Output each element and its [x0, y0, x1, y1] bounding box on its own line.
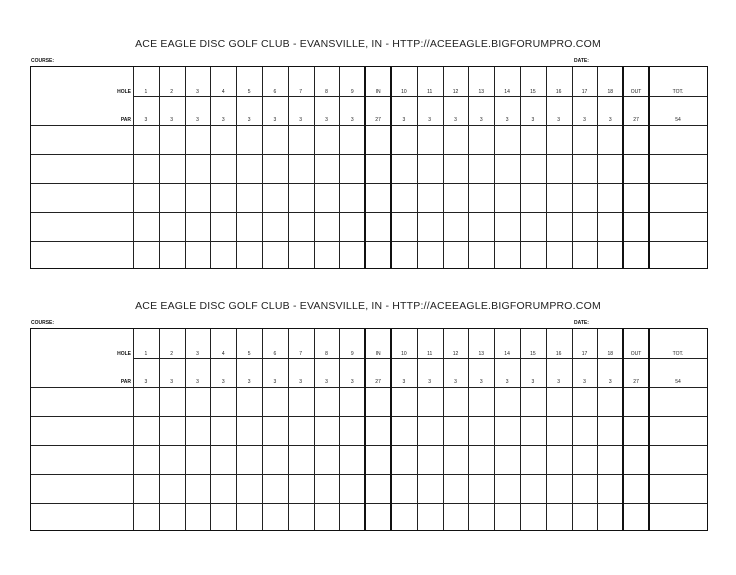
- divider: [314, 67, 315, 268]
- in-column-box: [364, 329, 392, 530]
- in-header: IN: [375, 89, 381, 95]
- divider: [133, 67, 134, 268]
- divider: [520, 67, 521, 268]
- hole-14-header: 14: [504, 89, 510, 95]
- card-title: ACE EAGLE DISC GOLF CLUB - EVANSVILLE, IN - HTTP://ACEEAGLE.BIGFORUMPRO.COM: [135, 300, 601, 312]
- hole-4-header: 4: [221, 89, 225, 95]
- hole-7-header: 7: [299, 89, 303, 95]
- hole-2-par: 3: [170, 379, 174, 385]
- hole-17-par: 3: [583, 379, 586, 385]
- hole-13-header: 13: [478, 351, 485, 357]
- hole-13-par: 3: [479, 379, 483, 385]
- hole-1-par: 3: [144, 117, 148, 123]
- score-grid: [30, 328, 708, 531]
- divider: [236, 329, 237, 530]
- divider: [133, 329, 134, 530]
- tot-par: 54: [675, 117, 681, 123]
- divider: [468, 329, 469, 530]
- hole-16-header: 16: [555, 89, 562, 95]
- hole-8-header: 8: [325, 351, 328, 357]
- hole-3-header: 3: [196, 89, 199, 95]
- hole-12-par: 3: [454, 379, 457, 385]
- hole-9-par: 3: [350, 117, 354, 123]
- hole-9-header: 9: [350, 89, 354, 95]
- hole-10-header: 10: [401, 351, 407, 357]
- player-name-cell: [31, 387, 133, 416]
- hole-16-header: 16: [555, 351, 562, 357]
- divider: [262, 329, 263, 530]
- hole-7-par: 3: [299, 117, 303, 123]
- divider: [288, 329, 289, 530]
- hole-3-par: 3: [196, 117, 199, 123]
- hole-2-header: 2: [170, 351, 174, 357]
- course-label: COURSE:: [31, 320, 55, 326]
- scorecard-top: [0, 0, 736, 287]
- divider: [417, 67, 418, 268]
- hole-1-header: 1: [144, 89, 148, 95]
- hole-7-header: 7: [299, 351, 303, 357]
- divider: [185, 329, 186, 530]
- hole-4-par: 3: [221, 379, 225, 385]
- hole-11-par: 3: [428, 117, 432, 123]
- par-label: PAR: [120, 379, 131, 385]
- hole-5-par: 3: [247, 117, 251, 123]
- hole-12-header: 12: [452, 351, 459, 357]
- hole-5-par: 3: [247, 379, 251, 385]
- hole-10-par: 3: [402, 379, 406, 385]
- out-header: OUT: [630, 89, 642, 95]
- divider: [339, 329, 340, 530]
- hole-16-par: 3: [557, 379, 561, 385]
- divider: [597, 67, 598, 268]
- hole-label: HOLE: [117, 89, 131, 95]
- in-header: IN: [375, 351, 381, 357]
- player-name-cell: [31, 503, 133, 532]
- divider: [159, 329, 160, 530]
- tot-par: 54: [675, 379, 681, 385]
- divider: [314, 329, 315, 530]
- hole-11-header: 11: [427, 351, 433, 357]
- hole-6-par: 3: [273, 379, 277, 385]
- hole-15-par: 3: [531, 379, 535, 385]
- hole-14-par: 3: [505, 379, 509, 385]
- player-name-cell: [31, 125, 133, 154]
- divider: [597, 329, 598, 530]
- player-name-cell: [31, 416, 133, 445]
- hole-6-header: 6: [273, 89, 277, 95]
- tot-header: TOT.: [672, 89, 684, 95]
- hole-9-header: 9: [350, 351, 354, 357]
- divider: [159, 67, 160, 268]
- hole-6-header: 6: [273, 351, 277, 357]
- out-column-box: [622, 329, 650, 530]
- date-label: DATE:: [574, 58, 589, 64]
- hole-8-par: 3: [325, 117, 328, 123]
- divider: [262, 67, 263, 268]
- divider: [443, 329, 444, 530]
- hole-18-par: 3: [608, 117, 612, 123]
- hole-9-par: 3: [350, 379, 354, 385]
- divider: [288, 67, 289, 268]
- player-name-cell: [31, 474, 133, 503]
- hole-15-header: 15: [530, 89, 536, 95]
- player-name-cell: [31, 154, 133, 183]
- divider: [185, 67, 186, 268]
- hole-17-par: 3: [583, 117, 586, 123]
- divider: [417, 329, 418, 530]
- hole-3-par: 3: [196, 379, 199, 385]
- hole-15-par: 3: [531, 117, 535, 123]
- scorecard-bottom: [0, 262, 736, 549]
- tot-header: TOT.: [672, 351, 684, 357]
- divider: [210, 67, 211, 268]
- hole-4-par: 3: [221, 117, 225, 123]
- in-par: 27: [375, 117, 381, 123]
- player-name-cell: [31, 445, 133, 474]
- hole-12-header: 12: [452, 89, 459, 95]
- divider: [210, 329, 211, 530]
- out-column-box: [622, 67, 650, 268]
- hole-5-header: 5: [247, 89, 251, 95]
- hole-6-par: 3: [273, 117, 277, 123]
- hole-10-header: 10: [401, 89, 407, 95]
- divider: [546, 329, 547, 530]
- out-par: 27: [633, 379, 639, 385]
- divider: [520, 329, 521, 530]
- divider: [494, 67, 495, 268]
- hole-14-header: 14: [504, 351, 510, 357]
- divider: [546, 67, 547, 268]
- divider: [443, 67, 444, 268]
- hole-16-par: 3: [557, 117, 561, 123]
- divider: [468, 67, 469, 268]
- hole-18-par: 3: [608, 379, 612, 385]
- hole-5-header: 5: [247, 351, 251, 357]
- hole-2-par: 3: [170, 117, 174, 123]
- divider: [572, 329, 573, 530]
- hole-11-header: 11: [427, 89, 433, 95]
- course-label: COURSE:: [31, 58, 55, 64]
- player-name-cell: [31, 183, 133, 212]
- hole-2-header: 2: [170, 89, 174, 95]
- hole-8-par: 3: [325, 379, 328, 385]
- hole-14-par: 3: [505, 117, 509, 123]
- divider: [236, 67, 237, 268]
- score-grid: [30, 66, 708, 269]
- divider: [133, 358, 707, 359]
- hole-8-header: 8: [325, 89, 328, 95]
- divider: [494, 329, 495, 530]
- in-par: 27: [375, 379, 381, 385]
- hole-15-header: 15: [530, 351, 536, 357]
- hole-label: HOLE: [117, 351, 131, 357]
- hole-17-header: 17: [581, 351, 588, 357]
- out-header: OUT: [630, 351, 642, 357]
- hole-1-par: 3: [144, 379, 148, 385]
- hole-7-par: 3: [299, 379, 303, 385]
- hole-17-header: 17: [581, 89, 588, 95]
- hole-10-par: 3: [402, 117, 406, 123]
- hole-18-header: 18: [607, 89, 614, 95]
- hole-11-par: 3: [428, 379, 432, 385]
- hole-4-header: 4: [221, 351, 225, 357]
- divider: [133, 96, 707, 97]
- hole-13-header: 13: [478, 89, 485, 95]
- hole-18-header: 18: [607, 351, 614, 357]
- divider: [572, 67, 573, 268]
- date-label: DATE:: [574, 320, 589, 326]
- divider: [339, 67, 340, 268]
- player-name-cell: [31, 212, 133, 241]
- in-column-box: [364, 67, 392, 268]
- par-label: PAR: [120, 117, 131, 123]
- hole-13-par: 3: [479, 117, 483, 123]
- hole-1-header: 1: [144, 351, 148, 357]
- out-par: 27: [633, 117, 639, 123]
- card-title: ACE EAGLE DISC GOLF CLUB - EVANSVILLE, IN - HTTP://ACEEAGLE.BIGFORUMPRO.COM: [135, 38, 601, 50]
- hole-12-par: 3: [454, 117, 457, 123]
- hole-3-header: 3: [196, 351, 199, 357]
